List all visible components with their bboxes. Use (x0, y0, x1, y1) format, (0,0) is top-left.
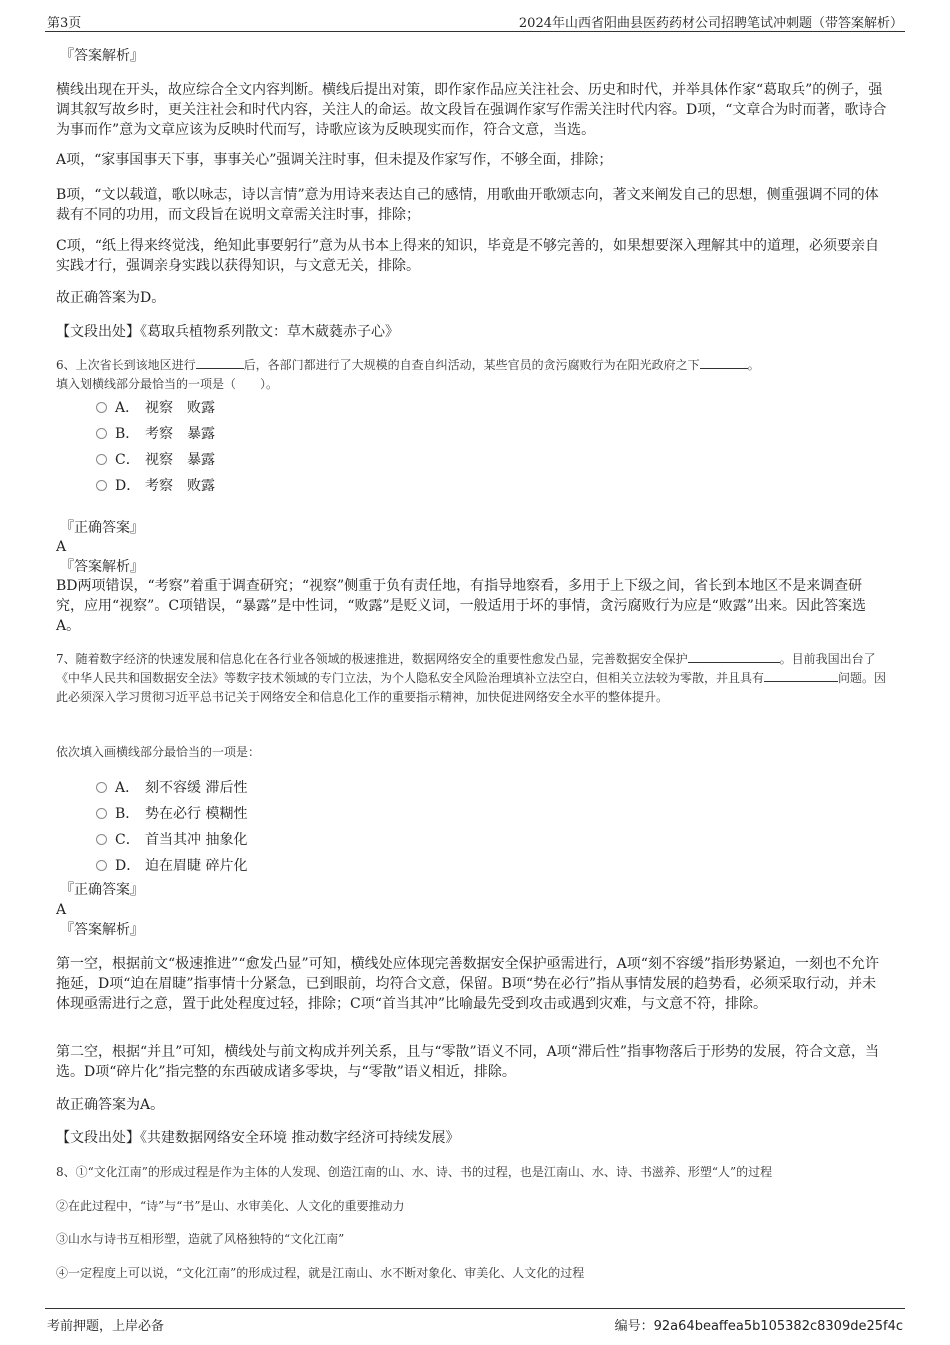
q6-stem-part3: 。 (747, 358, 760, 372)
footer-slogan: 考前押题，上岸必备 (47, 1319, 165, 1334)
q6-blank-1 (196, 356, 244, 369)
q7-stem-part2: 。目前我国出台了《中华人民共和国数据安全法》等数字技术领域的专门立法，为个人隐私安全风险治理填补立法空白，但相关立法较为零散，并且具有 (56, 652, 876, 685)
q8-item-3: ③山水与诗书互相形塑，造就了风格独特的“文化江南” (56, 1232, 345, 1246)
q7-conclusion: 故正确答案为A。 (56, 1097, 165, 1113)
q7-option-d[interactable]: D． 迫在眉睫 碎片化 (96, 856, 247, 876)
q7-analysis-para2: 第二空，根据“并且”可知，横线处与前文构成并列关系，且与“零散”语义不同，A项“滞后性”指事物落后于形势的发展，符合文意，当选。D项“碎片化”指完整的东西破成诸多零块，与“零散”语义相近，排除。 (56, 1044, 880, 1080)
q7-option-a[interactable]: A． 刻不容缓 滞后性 (96, 778, 247, 798)
radio-icon[interactable] (96, 860, 107, 871)
q7-stem-part1: 7、随着数字经济的快速发展和信息化在各行业各领域的极速推进，数据网络安全的重要性愈发凸显，完善数据安全保护 (56, 652, 688, 666)
q7-stem-part3: 问题。因此必须深入学习贯彻习近平总书记关于网络安全和信息化工作的重要指示精神，加快促进网络安全水平的整体提升。 (56, 671, 887, 704)
q6-option-d[interactable]: D． 考察 败露 (96, 476, 215, 496)
radio-icon[interactable] (96, 428, 107, 439)
page-footer (0, 1308, 950, 1338)
q7-instruction: 依次填入画横线部分最恰当的一项是： (56, 745, 261, 759)
q6-option-a[interactable]: A． 视察 败露 (96, 398, 215, 418)
q7-option-b[interactable]: B． 势在必行 模糊性 (96, 804, 247, 824)
q6-answer-label: 『正确答案』 (60, 520, 144, 536)
radio-icon[interactable] (96, 834, 107, 845)
q6-analysis: BD两项错误，“考察”着重于调查研究；“视察”侧重于负有责任地，有指导地察看，多用于上下级之间，省长到本地区不是来调查研究，应用“视察”。C项错误，“暴露”是中性词，“败露”是贬义词，一般适用于坏的事情，贪污腐败行为应是“败露”出来。因此答案选A。 (56, 578, 866, 634)
q6-answer: A (56, 539, 67, 555)
q6-stem-part1: 6、上次省长到该地区进行 (56, 358, 196, 372)
q6-stem (56, 356, 888, 375)
q7-answer-label: 『正确答案』 (60, 882, 144, 898)
q7-stem (56, 650, 888, 707)
q7-answer: A (56, 902, 67, 918)
q8-item-2: ②在此过程中，“诗”与“书”是山、水审美化、人文化的重要推动力 (56, 1199, 405, 1213)
radio-icon[interactable] (96, 808, 107, 819)
q7-analysis-label: 『答案解析』 (60, 922, 144, 938)
radio-icon[interactable] (96, 782, 107, 793)
q5-analysis-para2: A项，“家事国事天下事，事事关心”强调关注时事，但未提及作家写作，不够全面，排除； (56, 152, 613, 168)
q6-blank-2 (700, 356, 748, 369)
q8-item-4: ④一定程度上可以说，“文化江南”的形成过程，就是江南山、水不断对象化、审美化、人文化的过程 (56, 1266, 585, 1280)
q7-blank-2 (764, 669, 838, 682)
radio-icon[interactable] (96, 402, 107, 413)
radio-icon[interactable] (96, 454, 107, 465)
page-header (0, 0, 950, 32)
q7-blank-1 (688, 650, 780, 663)
q6-stem-part2: 后，各部门都进行了大规模的自查自纠活动，某些官员的贪污腐败行为在阳光政府之下 (243, 358, 700, 372)
header-rule (45, 31, 905, 32)
q5-source: 【文段出处】《葛取兵植物系列散文：草木葳蕤赤子心》 (56, 324, 399, 340)
q7-option-c[interactable]: C． 首当其冲 抽象化 (96, 830, 247, 850)
footer-rule (45, 1308, 905, 1309)
q5-analysis-para4: C项，“纸上得来终觉浅，绝知此事要躬行”意为从书本上得来的知识，毕竟是不够完善的，如果想要深入理解其中的道理，必须要亲自实践才行，强调亲身实践以获得知识，与文意无关，排除。 (56, 238, 880, 274)
document-title: 2024年山西省阳曲县医药药材公司招聘笔试冲刺题（带答案解析） (518, 16, 903, 31)
q6-analysis-label: 『答案解析』 (60, 559, 144, 575)
q6-option-b[interactable]: B． 考察 暴露 (96, 424, 215, 444)
q6-instruction: 填入划横线部分最恰当的一项是（ ）。 (56, 377, 279, 391)
q7-analysis-para1: 第一空，根据前文“极速推进”“愈发凸显”可知，横线处应体现完善数据安全保护亟需进行，A项“刻不容缓”指形势紧迫，一刻也不允许拖延，D项“迫在眉睫”指事情十分紧急，已到眼前，均符合文意，保留。B项“势在必行”指从事情发展的趋势看，必须采取行动，并未体现亟需进行之意，置于此处程度过轻，排除；C项“首当其冲”比喻最先受到攻击或遇到灾难，与文意不符，排除。 (56, 956, 880, 1012)
q5-analysis-para1: 横线出现在开头，故应综合全文内容判断。横线后提出对策，即作家作品应关注社会、历史和时代，并举具体作家“葛取兵”的例子，强调其叙写故乡时，更关注社会和时代内容，关注人的命运。故文段旨在强调作家写作需关注时代内容。D项，“文章合为时而著，歌诗合为事而作”意为文章应该为反映时代而写，诗歌应该为反映现实而作，符合文意，当选。 (56, 82, 887, 138)
q5-analysis-para3: B项，“文以载道，歌以咏志，诗以言情”意为用诗来表达自己的感情，用歌曲开歌颂志向，著文来阐发自己的思想，侧重强调不同的体裁有不同的功用，而文段旨在说明文章需关注时事，排除； (56, 187, 879, 223)
q7-source: 【文段出处】《共建数据网络安全环境 推动数字经济可持续发展》 (56, 1130, 460, 1146)
q5-conclusion: 故正确答案为D。 (56, 290, 166, 306)
page-number: 第3页 (47, 16, 82, 31)
q8-item-1: 8、①“文化江南”的形成过程是作为主体的人发现、创造江南的山、水、诗、书的过程，也是江南山、水、诗、书滋养、形塑“人”的过程 (56, 1165, 773, 1179)
document-code: 编号：92a64beaffea5b105382c8309de25f4c (614, 1319, 903, 1334)
radio-icon[interactable] (96, 480, 107, 491)
q6-option-c[interactable]: C． 视察 暴露 (96, 450, 215, 470)
q5-analysis-label: 『答案解析』 (60, 48, 144, 64)
